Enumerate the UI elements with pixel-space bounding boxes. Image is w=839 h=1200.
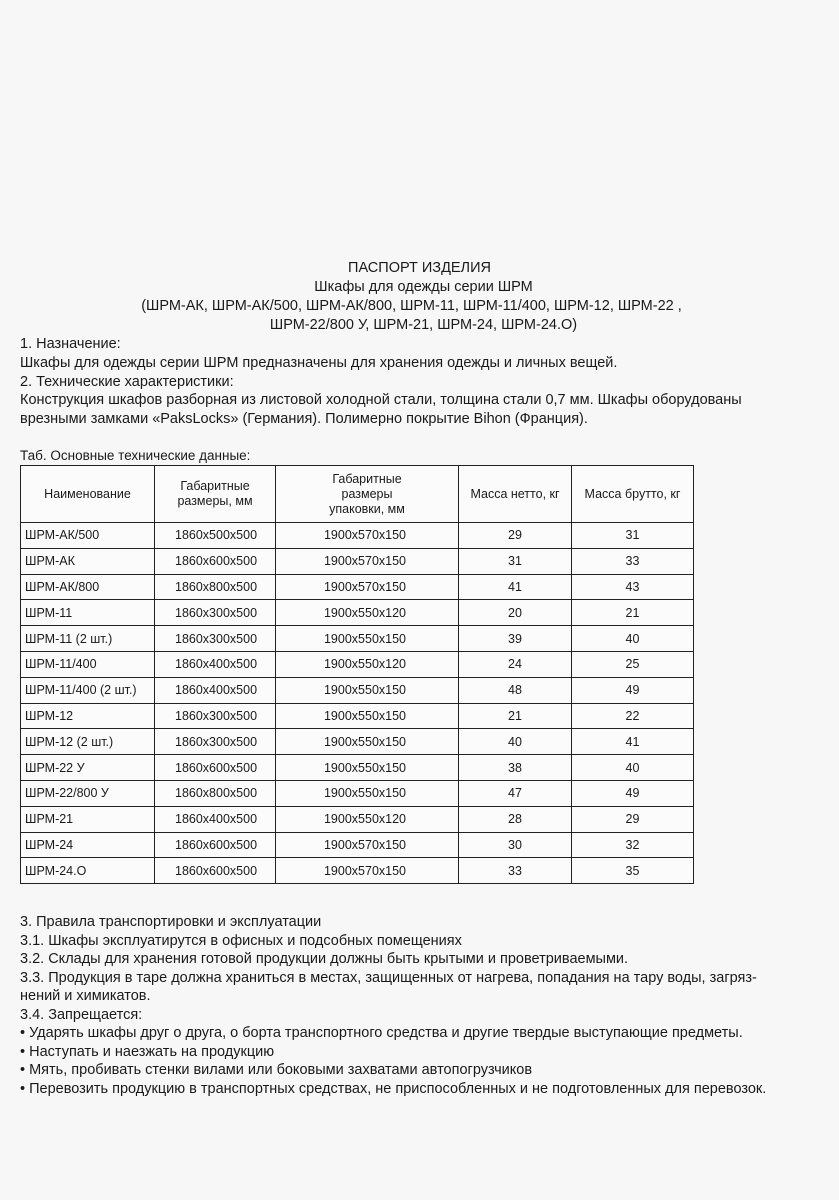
cell-dimensions: 1860x400x500 <box>155 677 276 703</box>
section-3-1: 3.1. Шкафы эксплуатирутся в офисных и подсобных помещениях <box>20 932 462 949</box>
table-row <box>21 780 694 806</box>
cell-gross-weight: 33 <box>572 548 694 574</box>
cell-name: ШРМ-АК/500 <box>21 523 155 549</box>
header-net-weight: Масса нетто, кг <box>459 466 572 523</box>
cell-package-dimensions: 1900x550x150 <box>276 677 459 703</box>
cell-net-weight: 28 <box>459 806 572 832</box>
cell-gross-weight: 31 <box>572 523 694 549</box>
cell-package-dimensions: 1900x570x150 <box>276 523 459 549</box>
cell-name: ШРМ-11 <box>21 600 155 626</box>
cell-gross-weight: 25 <box>572 651 694 677</box>
table-row <box>21 806 694 832</box>
cell-gross-weight: 22 <box>572 703 694 729</box>
cell-net-weight: 33 <box>459 858 572 884</box>
cell-name: ШРМ-24.О <box>21 858 155 884</box>
section-3-2: 3.2. Склады для хранения готовой продукции должны быть крытыми и проветриваемыми. <box>20 951 629 967</box>
document-title: ПАСПОРТ ИЗДЕЛИЯ <box>348 260 491 276</box>
cell-package-dimensions: 1900x570x150 <box>276 548 459 574</box>
table-row <box>21 574 694 600</box>
cell-net-weight: 24 <box>459 651 572 677</box>
table-row <box>21 729 694 755</box>
cell-gross-weight: 41 <box>572 729 694 755</box>
cell-gross-weight: 32 <box>572 832 694 858</box>
prohibition-item-4: • Перевозить продукцию в транспортных средствах, не приспособленных и не подготовленных для перевозок. <box>20 1080 767 1097</box>
cell-package-dimensions: 1900x570x150 <box>276 574 459 600</box>
cell-net-weight: 21 <box>459 703 572 729</box>
document-title-block <box>0 259 839 335</box>
cell-dimensions: 1860x600x500 <box>155 858 276 884</box>
table-caption: Таб. Основные технические данные: <box>20 448 251 463</box>
prohibition-item-1: • Ударять шкафы друг о друга, о борта транспортного средства и другие твердые выступающие предметы. <box>20 1025 743 1041</box>
header-name: Наименование <box>21 466 155 523</box>
cell-name: ШРМ-22/800 У <box>21 780 155 806</box>
document-subtitle: Шкафы для одежды серии ШРМ <box>314 279 533 295</box>
specs-table <box>20 465 694 884</box>
cell-package-dimensions: 1900x550x150 <box>276 780 459 806</box>
cell-net-weight: 29 <box>459 523 572 549</box>
cell-name: ШРМ-11 (2 шт.) <box>21 626 155 652</box>
section-3-4: 3.4. Запрещается: <box>20 1006 143 1023</box>
table-row <box>21 626 694 652</box>
cell-net-weight: 41 <box>459 574 572 600</box>
cell-package-dimensions: 1900x550x120 <box>276 806 459 832</box>
cell-net-weight: 20 <box>459 600 572 626</box>
table-row <box>21 677 694 703</box>
cell-gross-weight: 43 <box>572 574 694 600</box>
cell-dimensions: 1860x400x500 <box>155 806 276 832</box>
cell-net-weight: 47 <box>459 780 572 806</box>
table-row <box>21 651 694 677</box>
cell-net-weight: 48 <box>459 677 572 703</box>
cell-package-dimensions: 1900x570x150 <box>276 858 459 884</box>
cell-dimensions: 1860x300x500 <box>155 729 276 755</box>
cell-net-weight: 40 <box>459 729 572 755</box>
cell-package-dimensions: 1900x550x150 <box>276 729 459 755</box>
cell-name: ШРМ-22 У <box>21 755 155 781</box>
model-list-line-1: (ШРМ-АК, ШРМ-АК/500, ШРМ-АК/800, ШРМ-11, ШРМ-11/400, ШРМ-12, ШРМ-22 , <box>141 298 682 314</box>
cell-gross-weight: 49 <box>572 780 694 806</box>
header-gross-weight: Масса брутто, кг <box>572 466 694 523</box>
cell-net-weight: 30 <box>459 832 572 858</box>
section-3-3a: 3.3. Продукция в таре должна храниться в местах, защищенных от нагрева, попадания на тару воды, загряз- <box>20 969 757 986</box>
prohibition-item-2: • Наступать и наезжать на продукцию <box>20 1043 275 1060</box>
cell-name: ШРМ-АК/800 <box>21 574 155 600</box>
section-2-text-line-1: Конструкция шкафов разборная из листовой холодной стали, толщина стали 0,7 мм. Шкафы оборудованы <box>20 392 742 408</box>
cell-name: ШРМ-21 <box>21 806 155 832</box>
cell-dimensions: 1860x800x500 <box>155 574 276 600</box>
section-2-heading: 2. Технические характеристики: <box>20 374 234 390</box>
cell-net-weight: 38 <box>459 755 572 781</box>
section-2-text-line-2: врезными замками «PaksLocks» (Германия). Полимерно покрытие Bihon (Франция). <box>20 411 588 427</box>
cell-dimensions: 1860x500x500 <box>155 523 276 549</box>
table-row <box>21 548 694 574</box>
header-package-dimensions: Габаритные размеры упаковки, мм <box>276 466 459 523</box>
cell-name: ШРМ-24 <box>21 832 155 858</box>
table-row <box>21 600 694 626</box>
section-3-3b: нений и химикатов. <box>20 988 151 1004</box>
cell-name: ШРМ-12 <box>21 703 155 729</box>
cell-dimensions: 1860x600x500 <box>155 755 276 781</box>
cell-package-dimensions: 1900x550x150 <box>276 755 459 781</box>
model-list-line-2: ШРМ-22/800 У, ШРМ-21, ШРМ-24, ШРМ-24.О) <box>269 317 578 333</box>
cell-package-dimensions: 1900x550x120 <box>276 651 459 677</box>
cell-package-dimensions: 1900x550x120 <box>276 600 459 626</box>
cell-dimensions: 1860x800x500 <box>155 780 276 806</box>
section-1-text: Шкафы для одежды серии ШРМ предназначены для хранения одежды и личных вещей. <box>20 355 618 371</box>
cell-dimensions: 1860x600x500 <box>155 832 276 858</box>
cell-dimensions: 1860x600x500 <box>155 548 276 574</box>
section-1-heading: 1. Назначение: <box>20 336 121 352</box>
cell-package-dimensions: 1900x550x150 <box>276 626 459 652</box>
cell-package-dimensions: 1900x570x150 <box>276 832 459 858</box>
cell-dimensions: 1860x300x500 <box>155 626 276 652</box>
prohibition-item-3: • Мять, пробивать стенки вилами или боковыми захватами автопогрузчиков <box>20 1062 533 1078</box>
cell-name: ШРМ-12 (2 шт.) <box>21 729 155 755</box>
header-dimensions: Габаритные размеры, мм <box>155 466 276 523</box>
table-row <box>21 703 694 729</box>
cell-net-weight: 39 <box>459 626 572 652</box>
table-row <box>21 858 694 884</box>
cell-name: ШРМ-11/400 <box>21 651 155 677</box>
table-header-row <box>21 466 694 523</box>
cell-gross-weight: 40 <box>572 626 694 652</box>
table-row <box>21 755 694 781</box>
cell-dimensions: 1860x300x500 <box>155 600 276 626</box>
cell-name: ШРМ-11/400 (2 шт.) <box>21 677 155 703</box>
section-3 <box>20 913 766 1098</box>
cell-net-weight: 31 <box>459 548 572 574</box>
table-row <box>21 523 694 549</box>
section-3-heading: 3. Правила транспортировки и эксплуатации <box>20 914 322 930</box>
cell-dimensions: 1860x300x500 <box>155 703 276 729</box>
cell-gross-weight: 35 <box>572 858 694 884</box>
table-row <box>21 832 694 858</box>
cell-gross-weight: 49 <box>572 677 694 703</box>
cell-gross-weight: 21 <box>572 600 694 626</box>
cell-name: ШРМ-АК <box>21 548 155 574</box>
cell-gross-weight: 29 <box>572 806 694 832</box>
cell-package-dimensions: 1900x550x150 <box>276 703 459 729</box>
cell-gross-weight: 40 <box>572 755 694 781</box>
cell-dimensions: 1860x400x500 <box>155 651 276 677</box>
